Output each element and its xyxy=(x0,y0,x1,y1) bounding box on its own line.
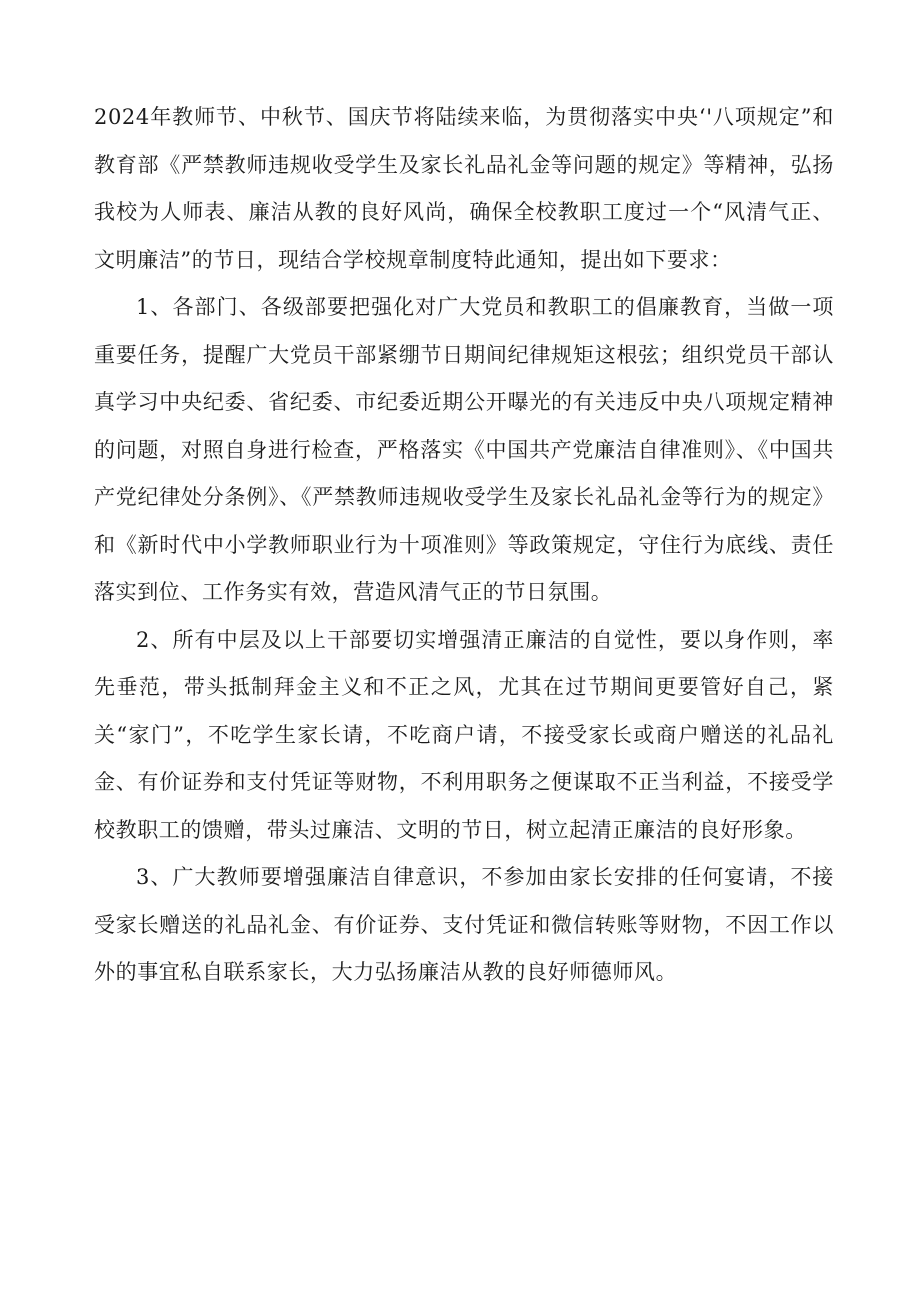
requirement-3-paragraph: 3、广大教师要增强廉洁自律意识，不参加由家长安排的任何宴请，不接受家长赠送的礼品礼金、有价证券、支付凭证和微信转账等财物，不因工作以外的事宜私自联系家长，大力弘扬廉洁从教的良好师德师风。 xyxy=(94,865,834,984)
requirement-2-paragraph: 2、所有中层及以上干部要切实增强清正廉洁的自觉性，要以身作则，率先垂范，带头抵制拜金主义和不正之风，尤其在过节期间更要管好自己，紧关“家门”，不吃学生家长请，不吃商户请，不接受家长或商户赠送的礼品礼金、有价证券和支付凭证等财物，不利用职务之便谋取不正当利益，不接受学校教职工的馈赠，带头过廉洁、文明的节日，树立起清正廉洁的良好形象。 xyxy=(94,627,834,842)
requirement-1-paragraph: 1、各部门、各级部要把强化对广大党员和教职工的倡廉教育，当做一项重要任务，提醒广大党员干部紧绷节日期间纪律规矩这根弦；组织党员干部认真学习中央纪委、省纪委、市纪委近期公开曝光的有关违反中央八项规定精神的问题，对照自身进行检查，严格落实《中国共产党廉洁自律准则》、《中国共产党纪律处分条例》、《严禁教师违规收受学生及家长礼品礼金等行为的规定》和《新时代中小学教师职业行为十项准则》等政策规定，守住行为底线、责任落实到位、工作务实有效，营造风清气正的节日氛围。 xyxy=(94,295,834,604)
document-body xyxy=(94,94,834,997)
intro-paragraph: 2024年教师节、中秋节、国庆节将陆续来临，为贯彻落实中央‘'八项规定”和教育部《严禁教师违规收受学生及家长礼品礼金等问题的规定》等精神，弘扬我校为人师表、廉洁从教的良好风尚，确保全校教职工度过一个“风清气正、文明廉洁”的节日，现结合学校规章制度特此通知，提出如下要求： xyxy=(94,105,834,272)
